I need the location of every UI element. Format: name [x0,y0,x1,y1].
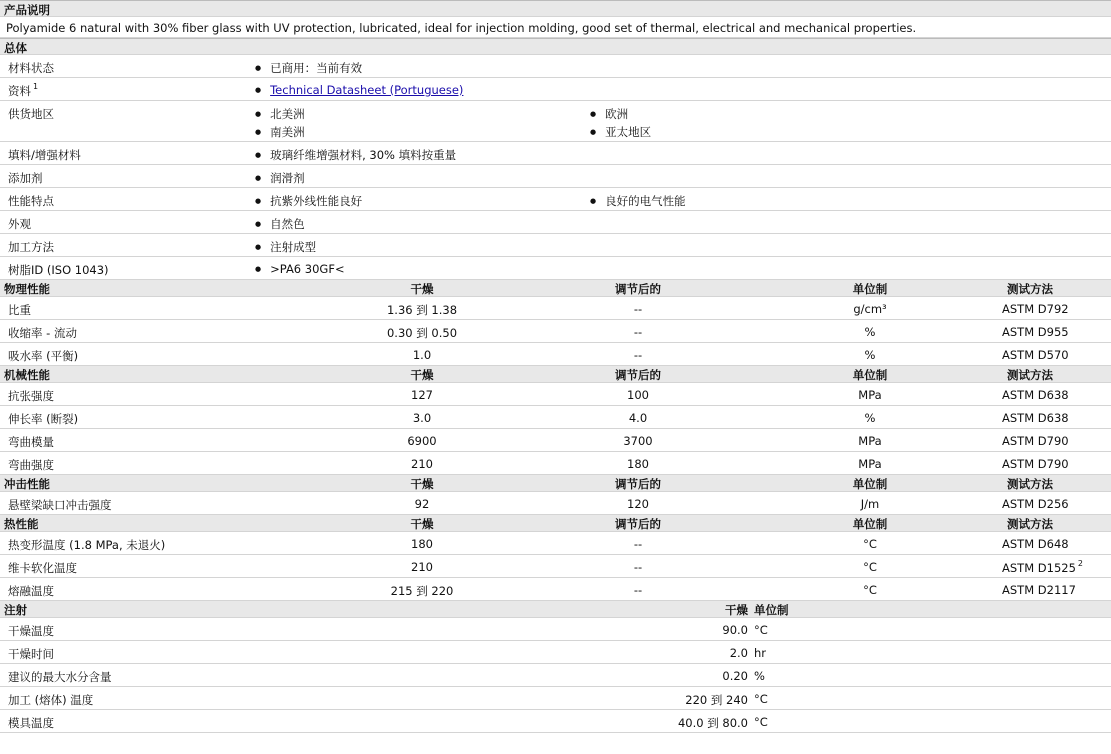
row-label: 填料/增强材料 [8,148,81,162]
col-test: 测试方法 [1007,477,1053,491]
dry-value: 1.0 [412,348,432,362]
property-name: 模具温度 [8,716,54,730]
unit-value: hr [754,646,767,660]
technical-datasheet-link[interactable]: Technical Datasheet (Portuguese) [270,83,464,97]
property-name: 熔融温度 [8,584,54,598]
row-value [255,83,463,97]
unit-value: % [864,348,876,362]
product-description-row [0,17,1111,38]
dry-value: 127 [411,388,433,402]
footnote-marker: 1 [33,82,39,92]
property-name: 比重 [8,303,31,317]
table-row [0,343,1111,366]
table-row [0,618,1111,641]
conditioned-value: -- [633,325,643,339]
unit-value: % [864,325,876,339]
region-item: ● 南美洲 [255,124,305,140]
test-method: ASTM D638 [1002,388,1069,402]
property-name: 收缩率 - 流动 [8,326,77,340]
row-value: ● >PA6 30GF< [255,262,345,276]
section-title: 冲击性能 [4,477,50,491]
unit-value: °C [754,692,768,706]
row-processing [0,234,1111,257]
row-label: 添加剂 [8,171,43,185]
property-name: 热变形温度 (1.8 MPa, 未退火) [8,538,166,552]
row-value: ● 润滑剂 [255,170,305,186]
row-value: ● 注射成型 [255,239,316,255]
feature-item: ● 良好的电气性能 [590,193,686,209]
property-name: 弯曲强度 [8,458,54,472]
property-name: 维卡软化温度 [8,561,77,575]
conditioned-value: 3700 [623,434,653,448]
col-unit: 单位制 [852,368,888,382]
dry-value: 210 [411,457,433,471]
col-conditioned: 调节后的 [615,282,661,296]
test-method: ASTM D638 [1002,411,1069,425]
col-unit: 单位制 [852,477,888,491]
table-row [0,452,1111,475]
test-method: ASTM D792 [1002,302,1069,316]
property-name: 吸水率 (平衡) [8,349,79,363]
section-title: 总体 [4,41,27,55]
feature-item: ● 抗紫外线性能良好 [255,193,362,209]
dry-value: 0.20 [722,669,748,683]
col-test: 测试方法 [1007,282,1053,296]
unit-value: °C [863,583,877,597]
footnote-marker: 2 [1077,559,1083,568]
section-title: 物理性能 [4,282,50,296]
col-test: 测试方法 [1007,368,1053,382]
section-header-impact [0,475,1111,492]
table-row [0,406,1111,429]
row-appearance [0,211,1111,234]
row-value: ● 自然色 [255,216,305,232]
conditioned-value: 120 [627,497,649,511]
conditioned-value: -- [633,348,643,362]
conditioned-value: 100 [627,388,649,402]
row-label: 外观 [8,217,31,231]
test-method: ASTM D256 [1002,497,1069,511]
table-row [0,320,1111,343]
row-value: ● 已商用：当前有效 [255,60,362,76]
property-name: 弯曲模量 [8,435,54,449]
conditioned-value: 4.0 [628,411,648,425]
col-dry: 干燥 [410,368,434,382]
conditioned-value: -- [633,537,643,551]
property-name: 干燥时间 [8,647,54,661]
dry-value: 180 [411,537,433,551]
dry-value: 3.0 [412,411,432,425]
product-description: Polyamide 6 natural with 30% fiber glass with UV protection, lubricated, ideal for injection molding, good set of thermal, electrical and mechanical properties. [6,21,917,35]
col-dry: 干燥 [725,603,748,617]
region-item: ● 亚太地区 [590,124,651,140]
dry-value: 6900 [407,434,437,448]
table-row [0,532,1111,555]
table-row [0,710,1111,733]
col-unit: 单位制 [852,282,888,296]
test-method: ASTM D955 [1002,325,1069,339]
row-label: 供货地区 [8,107,54,121]
property-name: 悬壁梁缺口冲击强度 [8,498,112,512]
row-features [0,188,1111,211]
unit-value: MPa [858,388,882,402]
conditioned-value: -- [633,302,643,316]
dry-value: 1.36 到 1.38 [386,303,458,317]
unit-value: °C [863,537,877,551]
unit-value: °C [754,623,768,637]
table-row [0,664,1111,687]
row-material-status [0,55,1111,78]
unit-value: % [754,669,765,683]
col-conditioned: 调节后的 [615,368,661,382]
unit-value: MPa [858,457,882,471]
table-row [0,578,1111,601]
unit-value: °C [754,715,768,729]
property-name: 建议的最大水分含量 [8,670,112,684]
row-label: 加工方法 [8,240,54,254]
conditioned-value: -- [633,560,643,574]
dry-value: 0.30 到 0.50 [386,326,458,340]
property-name: 伸长率 (断裂) [8,412,79,426]
test-method: ASTM D570 [1002,348,1069,362]
region-item: ● 欧洲 [590,106,628,122]
row-additive [0,165,1111,188]
section-title: 注射 [4,603,27,617]
test-method: ASTM D2117 [1002,583,1076,597]
property-name: 干燥温度 [8,624,54,638]
table-row [0,687,1111,710]
col-unit: 单位制 [754,603,789,617]
dry-value: 215 到 220 [390,584,454,598]
property-name: 抗张强度 [8,389,54,403]
col-unit: 单位制 [852,517,888,531]
row-label: 资料 $^1$ [8,82,39,98]
section-header-thermal [0,515,1111,532]
section-title: 机械性能 [4,368,50,382]
row-value: ● 玻璃纤维增强材料, 30% 填料按重量 [255,147,456,163]
unit-value: g/cm³ [853,302,887,316]
region-item: ● 北美洲 [255,106,305,122]
table-row [0,641,1111,664]
row-supply-regions [0,101,1111,142]
table-row [0,383,1111,406]
section-header-product [0,0,1111,17]
test-method: ASTM D790 [1002,457,1069,471]
row-literature [0,78,1111,101]
section-header-mechanical [0,366,1111,383]
col-dry: 干燥 [410,517,434,531]
test-method: ASTM D648 [1002,537,1069,551]
unit-value: MPa [858,434,882,448]
section-header-injection [0,601,1111,618]
col-test: 测试方法 [1007,517,1053,531]
row-filler [0,142,1111,165]
dry-value: 92 [414,497,430,511]
conditioned-value: 180 [627,457,649,471]
row-resin-id [0,257,1111,280]
col-conditioned: 调节后的 [615,477,661,491]
dry-value: 210 [411,560,433,574]
table-row [0,297,1111,320]
dry-value: 220 到 240 [685,693,748,707]
unit-value: °C [863,560,877,574]
dry-value: 40.0 到 80.0 [677,716,748,730]
row-label: 性能特点 [8,194,54,208]
unit-value: % [864,411,876,425]
col-conditioned: 调节后的 [615,517,661,531]
table-row [0,492,1111,515]
row-label: 材料状态 [8,61,54,75]
property-name: 加工 (熔体) 温度 [8,693,94,707]
row-label: 树脂ID (ISO 1043) [8,263,109,277]
dry-value: 2.0 [729,646,748,660]
section-title: 产品说明 [4,3,50,17]
section-header-general [0,38,1111,55]
test-method: ASTM D1525 $^2$ [1002,559,1083,575]
col-dry: 干燥 [410,477,434,491]
dry-value: 90.0 [722,623,748,637]
table-row [0,429,1111,452]
test-method: ASTM D790 [1002,434,1069,448]
conditioned-value: -- [633,583,643,597]
section-header-physical [0,280,1111,297]
unit-value: J/m [860,497,880,511]
table-row [0,555,1111,578]
section-title: 热性能 [4,517,39,531]
col-dry: 干燥 [410,282,434,296]
